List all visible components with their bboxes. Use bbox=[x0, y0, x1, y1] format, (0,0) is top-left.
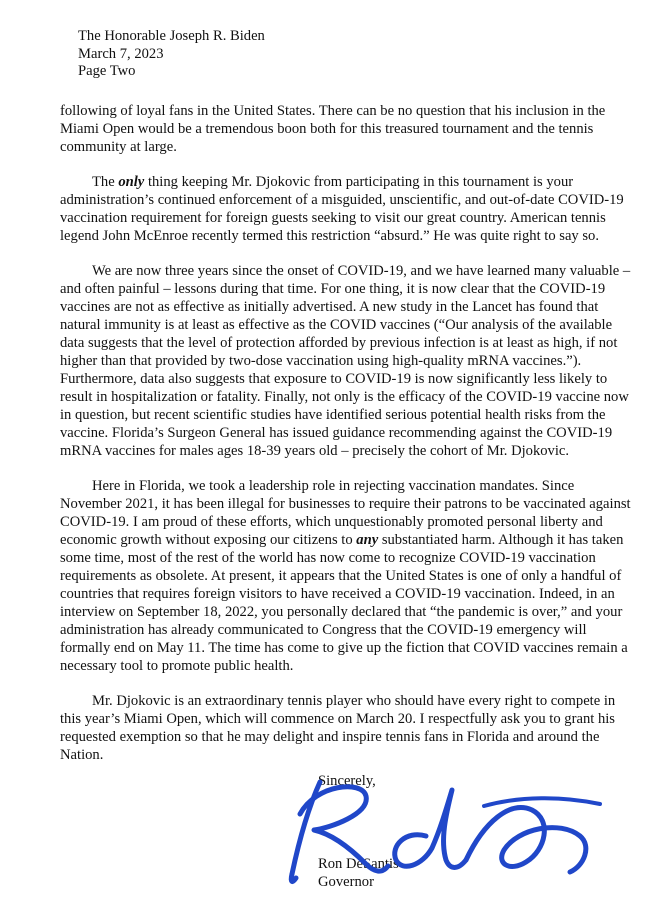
signature-stroke-flourish bbox=[484, 798, 600, 806]
signer-title: Governor bbox=[318, 873, 374, 890]
signature-stroke-d bbox=[395, 790, 466, 868]
signature-stroke-tail bbox=[466, 808, 586, 872]
handwritten-signature bbox=[270, 774, 610, 892]
paragraph-4-rest: substantiated harm. Although it has taken some time, most of the rest of the world has now come to recognize COVID-19 vaccination requirements as obsolete. At present, it appears that the United States is one of only a handful of countries that requires foreign visitors to have received a COVID-19 vaccination. Indeed, in an interview on September 18, 2022, you personally declared that “the pandemic is over,” and your administration has already communicated to Congress that the COVID-19 emergency will formally end on May 11. The time has come to give up the fiction that COVID vaccines remain a necessary tool to promote public health. bbox=[60, 532, 628, 674]
recipient-line: The Honorable Joseph R. Biden bbox=[78, 28, 265, 44]
emphasis-any: any bbox=[356, 532, 379, 548]
paragraph-3: We are now three years since the onset of COVID-19, and we have learned many valuable – and often painful – lessons during that time. For one thing, it is now clear that the COVID-19 vaccines are not as effective as initially advertised. A new study in the Lancet has found that natural immunity is at least as effective as the COVID vaccines (“Our analysis of the available data suggests that the level of protection afforded by previous infection is at least as high, if not higher than that provided by two-dose vaccination using high-quality mRNA vaccines.”). Furthermore, data also suggests that exposure to COVID-19 is now significantly less likely to result in hospitalization or fatality. Finally, not only is the efficacy of the COVID-19 vaccine now in question, but recent scientific studies have identified serious potential health risks from the vaccine. Florida’s Surgeon General has issued guidance recommending against the COVID-19 mRNA vaccines for males ages 18-39 years old – precisely the cohort of Mr. Djokovic. bbox=[60, 263, 631, 459]
letter-header bbox=[78, 28, 265, 81]
paragraph-1: following of loyal fans in the United States. There can be no question that his inclusion in the Miami Open would be a tremendous boon both for this treasured tournament and the tennis community at large. bbox=[60, 103, 606, 155]
signer-name: Ron DeSantis bbox=[318, 856, 399, 872]
page-number-line: Page Two bbox=[78, 63, 136, 79]
signature-stroke-r-loop bbox=[300, 787, 388, 871]
paragraph-5: Mr. Djokovic is an extraordinary tennis player who should have every right to compete in this year’s Miami Open, which will commence on March 20. I respectfully ask you to grant his requested exemption so that he may delight and inspire tennis fans in Florida and around the Nation. bbox=[60, 693, 616, 763]
paragraph-2-start: The bbox=[92, 174, 119, 190]
paragraph-2 bbox=[60, 173, 638, 245]
closing-salutation: Sincerely, bbox=[318, 773, 376, 789]
paragraph-4-start: Here in Florida, we took a leadership role in rejecting vaccination mandates. Since November 2021, it has been illegal for businesses to require their patrons to be vaccinated against COVID-19. I am proud of these efforts, which unquestionably promoted personal liberty and economic growth without exposing our citizens to bbox=[60, 478, 631, 548]
paragraph-2-rest: thing keeping Mr. Djokovic from participating in this tournament is your administration’s continued enforcement of a misguided, unscientific, and out-of-date COVID-19 vaccination requirement for foreign guests seeking to visit our great country. American tennis legend John McEnroe recently termed this restriction “absurd.” He was quite right to say so. bbox=[60, 174, 624, 244]
paragraph-4 bbox=[60, 477, 638, 675]
date-line: March 7, 2023 bbox=[78, 45, 164, 62]
emphasis-only: only bbox=[118, 174, 145, 190]
letter-body bbox=[60, 102, 638, 781]
